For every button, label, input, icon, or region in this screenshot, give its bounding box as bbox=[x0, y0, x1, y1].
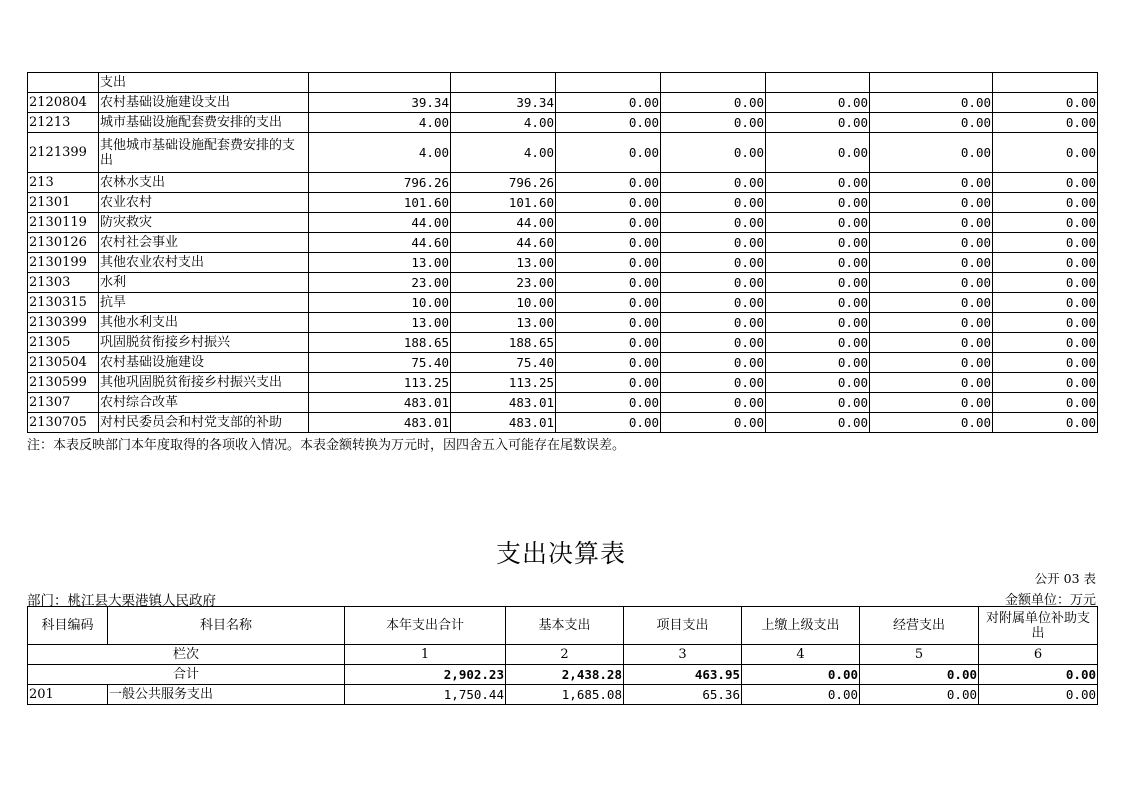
header-cell: 基本支出 bbox=[506, 607, 624, 645]
subject-name: 对村民委员会和村党支部的补助 bbox=[99, 413, 309, 433]
amount-cell: 0.00 bbox=[993, 273, 1098, 293]
amount-cell: 13.00 bbox=[309, 313, 451, 333]
amount-cell: 0.00 bbox=[766, 353, 870, 373]
amount-cell: 0.00 bbox=[556, 193, 661, 213]
subject-code: 2130126 bbox=[28, 233, 99, 253]
amount-cell: 0.00 bbox=[661, 273, 766, 293]
amount-cell: 0.00 bbox=[870, 253, 993, 273]
subject-code: 21213 bbox=[28, 113, 99, 133]
total-value: 2,438.28 bbox=[506, 665, 624, 685]
amount-cell: 188.65 bbox=[451, 333, 556, 353]
amount-cell: 0.00 bbox=[661, 133, 766, 173]
amount-cell: 0.00 bbox=[870, 93, 993, 113]
amount-cell: 483.01 bbox=[451, 413, 556, 433]
amount-cell: 0.00 bbox=[993, 253, 1098, 273]
amount-cell: 75.40 bbox=[451, 353, 556, 373]
total-label: 合计 bbox=[28, 665, 345, 685]
subject-code: 21303 bbox=[28, 273, 99, 293]
column-number: 1 bbox=[345, 645, 506, 665]
subject-name: 其他城市基础设施配套费安排的支出 bbox=[99, 133, 309, 173]
subject-code bbox=[28, 73, 99, 93]
amount-cell bbox=[309, 73, 451, 93]
amount-cell: 0.00 bbox=[556, 293, 661, 313]
amount-cell: 75.40 bbox=[309, 353, 451, 373]
amount-cell: 4.00 bbox=[309, 133, 451, 173]
total-value: 2,902.23 bbox=[345, 665, 506, 685]
page-title: 支出决算表 bbox=[495, 539, 626, 568]
amount-cell: 0.00 bbox=[870, 353, 993, 373]
table-row bbox=[28, 113, 1098, 133]
header-cell: 项目支出 bbox=[624, 607, 742, 645]
amount-cell: 0.00 bbox=[556, 413, 661, 433]
subject-name: 其他农业农村支出 bbox=[99, 253, 309, 273]
amount-cell: 0.00 bbox=[993, 293, 1098, 313]
header-cell: 上缴上级支出 bbox=[742, 607, 860, 645]
header-cell: 对附属单位补助支出 bbox=[979, 607, 1098, 645]
amount-cell: 0.00 bbox=[993, 353, 1098, 373]
amount-cell: 0.00 bbox=[870, 373, 993, 393]
subject-name: 支出 bbox=[99, 73, 309, 93]
amount-cell: 0.00 bbox=[993, 133, 1098, 173]
table-row bbox=[28, 133, 1098, 173]
amount-cell: 0.00 bbox=[556, 113, 661, 133]
subject-code: 21305 bbox=[28, 333, 99, 353]
amount-cell: 0.00 bbox=[556, 333, 661, 353]
total-row bbox=[28, 665, 1098, 685]
amount-cell: 0.00 bbox=[661, 393, 766, 413]
subject-code: 2121399 bbox=[28, 133, 99, 173]
amount-cell: 44.00 bbox=[309, 213, 451, 233]
amount-cell: 483.01 bbox=[451, 393, 556, 413]
amount-cell: 0.00 bbox=[556, 253, 661, 273]
amount-cell: 0.00 bbox=[766, 393, 870, 413]
header-cell: 本年支出合计 bbox=[345, 607, 506, 645]
amount-cell: 0.00 bbox=[870, 173, 993, 193]
table-row bbox=[28, 313, 1098, 333]
amount-cell: 0.00 bbox=[661, 113, 766, 133]
amount-cell: 0.00 bbox=[661, 313, 766, 333]
amount-cell: 39.34 bbox=[309, 93, 451, 113]
amount-cell: 4.00 bbox=[451, 133, 556, 173]
amount-cell: 0.00 bbox=[993, 313, 1098, 333]
amount-cell: 0.00 bbox=[993, 93, 1098, 113]
amount-cell: 0.00 bbox=[766, 293, 870, 313]
table-row bbox=[28, 253, 1098, 273]
subject-code: 2130599 bbox=[28, 373, 99, 393]
amount-cell: 0.00 bbox=[993, 413, 1098, 433]
table-row bbox=[28, 233, 1098, 253]
total-value: 0.00 bbox=[979, 665, 1098, 685]
amount-cell: 0.00 bbox=[661, 93, 766, 113]
subject-name: 其他巩固脱贫衔接乡村振兴支出 bbox=[99, 373, 309, 393]
column-row-label: 栏次 bbox=[28, 645, 345, 665]
amount-cell: 0.00 bbox=[993, 373, 1098, 393]
amount-cell: 483.01 bbox=[309, 393, 451, 413]
amount-cell: 0.00 bbox=[661, 373, 766, 393]
amount-cell: 0.00 bbox=[661, 293, 766, 313]
amount-cell: 0.00 bbox=[993, 213, 1098, 233]
table-row bbox=[28, 333, 1098, 353]
subject-name: 农林水支出 bbox=[99, 173, 309, 193]
amount-cell: 0.00 bbox=[870, 413, 993, 433]
amount-cell: 0.00 bbox=[556, 393, 661, 413]
amount-cell: 0.00 bbox=[661, 213, 766, 233]
column-number: 6 bbox=[979, 645, 1098, 665]
amount-cell: 0.00 bbox=[556, 373, 661, 393]
amount-cell: 44.00 bbox=[451, 213, 556, 233]
amount-cell: 0.00 bbox=[993, 333, 1098, 353]
amount-cell: 65.36 bbox=[624, 685, 742, 705]
amount-cell: 796.26 bbox=[309, 173, 451, 193]
subject-name: 农村社会事业 bbox=[99, 233, 309, 253]
table-row bbox=[28, 685, 1098, 705]
amount-cell: 4.00 bbox=[451, 113, 556, 133]
amount-cell: 0.00 bbox=[979, 685, 1098, 705]
amount-cell: 1,685.08 bbox=[506, 685, 624, 705]
table-note: 注：本表反映部门本年度取得的各项收入情况。本表金额转换为万元时，因四舍五入可能存在尾数误差。 bbox=[27, 438, 626, 453]
subject-name: 其他水利支出 bbox=[99, 313, 309, 333]
amount-cell: 483.01 bbox=[309, 413, 451, 433]
total-value: 0.00 bbox=[742, 665, 860, 685]
table-row bbox=[28, 193, 1098, 213]
amount-cell: 0.00 bbox=[766, 133, 870, 173]
total-value: 0.00 bbox=[860, 665, 979, 685]
amount-cell: 23.00 bbox=[309, 273, 451, 293]
table-row bbox=[28, 393, 1098, 413]
amount-cell: 10.00 bbox=[309, 293, 451, 313]
amount-cell: 0.00 bbox=[993, 393, 1098, 413]
subject-name: 抗旱 bbox=[99, 293, 309, 313]
amount-cell: 0.00 bbox=[766, 213, 870, 233]
amount-cell: 0.00 bbox=[556, 313, 661, 333]
amount-cell: 0.00 bbox=[661, 413, 766, 433]
amount-cell: 0.00 bbox=[993, 173, 1098, 193]
header-cell: 科目名称 bbox=[108, 607, 345, 645]
subject-code: 2130119 bbox=[28, 213, 99, 233]
amount-cell: 0.00 bbox=[556, 93, 661, 113]
amount-cell: 0.00 bbox=[993, 113, 1098, 133]
amount-cell: 0.00 bbox=[870, 313, 993, 333]
amount-cell: 0.00 bbox=[766, 313, 870, 333]
amount-cell: 0.00 bbox=[993, 233, 1098, 253]
amount-cell: 0.00 bbox=[870, 193, 993, 213]
header-row bbox=[28, 607, 1098, 645]
amount-cell: 0.00 bbox=[870, 333, 993, 353]
amount-cell: 0.00 bbox=[860, 685, 979, 705]
subject-code: 2130315 bbox=[28, 293, 99, 313]
department-label: 部门：桃江县大栗港镇人民政府 bbox=[27, 593, 216, 609]
amount-cell: 0.00 bbox=[742, 685, 860, 705]
amount-cell: 0.00 bbox=[556, 233, 661, 253]
amount-cell: 44.60 bbox=[309, 233, 451, 253]
amount-cell: 0.00 bbox=[661, 253, 766, 273]
column-number: 5 bbox=[860, 645, 979, 665]
amount-cell: 0.00 bbox=[766, 173, 870, 193]
amount-cell: 0.00 bbox=[556, 273, 661, 293]
amount-cell: 0.00 bbox=[766, 273, 870, 293]
subject-code: 21307 bbox=[28, 393, 99, 413]
amount-cell: 0.00 bbox=[556, 133, 661, 173]
amount-cell bbox=[766, 73, 870, 93]
amount-cell: 44.60 bbox=[451, 233, 556, 253]
amount-cell: 0.00 bbox=[661, 173, 766, 193]
amount-cell: 0.00 bbox=[556, 353, 661, 373]
income-table-continued bbox=[27, 72, 1098, 433]
amount-cell: 188.65 bbox=[309, 333, 451, 353]
amount-cell: 113.25 bbox=[451, 373, 556, 393]
header-cell: 经营支出 bbox=[860, 607, 979, 645]
amount-cell: 0.00 bbox=[766, 253, 870, 273]
amount-cell: 0.00 bbox=[556, 213, 661, 233]
expenditure-table bbox=[27, 606, 1098, 705]
subject-name: 水利 bbox=[99, 273, 309, 293]
subject-code: 2120804 bbox=[28, 93, 99, 113]
table-row bbox=[28, 293, 1098, 313]
amount-cell bbox=[661, 73, 766, 93]
form-number: 公开 03 表 bbox=[1034, 571, 1096, 586]
table-row bbox=[28, 413, 1098, 433]
subject-name: 一般公共服务支出 bbox=[108, 685, 345, 705]
table-row bbox=[28, 93, 1098, 113]
amount-unit-label: 金额单位：万元 bbox=[1004, 593, 1096, 608]
amount-cell: 0.00 bbox=[661, 353, 766, 373]
amount-cell: 0.00 bbox=[766, 113, 870, 133]
amount-cell bbox=[451, 73, 556, 93]
amount-cell: 0.00 bbox=[870, 233, 993, 253]
column-number: 3 bbox=[624, 645, 742, 665]
subject-name: 农村综合改革 bbox=[99, 393, 309, 413]
amount-cell: 0.00 bbox=[870, 213, 993, 233]
amount-cell bbox=[993, 73, 1098, 93]
amount-cell: 101.60 bbox=[309, 193, 451, 213]
amount-cell: 0.00 bbox=[766, 193, 870, 213]
subject-name: 农村基础设施建设支出 bbox=[99, 93, 309, 113]
amount-cell bbox=[556, 73, 661, 93]
amount-cell: 0.00 bbox=[661, 233, 766, 253]
column-number-row bbox=[28, 645, 1098, 665]
subject-code: 2130399 bbox=[28, 313, 99, 333]
amount-cell: 0.00 bbox=[870, 133, 993, 173]
amount-cell: 23.00 bbox=[451, 273, 556, 293]
subject-code: 2130199 bbox=[28, 253, 99, 273]
amount-cell: 113.25 bbox=[309, 373, 451, 393]
column-number: 2 bbox=[506, 645, 624, 665]
subject-code: 2130705 bbox=[28, 413, 99, 433]
header-cell: 科目编码 bbox=[28, 607, 108, 645]
amount-cell: 0.00 bbox=[766, 233, 870, 253]
subject-code: 201 bbox=[28, 685, 108, 705]
table-row bbox=[28, 173, 1098, 193]
amount-cell: 101.60 bbox=[451, 193, 556, 213]
amount-cell: 0.00 bbox=[661, 333, 766, 353]
subject-name: 城市基础设施配套费安排的支出 bbox=[99, 113, 309, 133]
amount-cell: 13.00 bbox=[451, 253, 556, 273]
subject-code: 213 bbox=[28, 173, 99, 193]
amount-cell: 0.00 bbox=[766, 373, 870, 393]
subject-code: 2130504 bbox=[28, 353, 99, 373]
subject-name: 农村基础设施建设 bbox=[99, 353, 309, 373]
total-value: 463.95 bbox=[624, 665, 742, 685]
amount-cell: 0.00 bbox=[556, 173, 661, 193]
amount-cell: 0.00 bbox=[766, 413, 870, 433]
amount-cell: 13.00 bbox=[451, 313, 556, 333]
amount-cell: 0.00 bbox=[870, 113, 993, 133]
subject-name: 农业农村 bbox=[99, 193, 309, 213]
table-row bbox=[28, 373, 1098, 393]
subject-code: 21301 bbox=[28, 193, 99, 213]
table-row bbox=[28, 73, 1098, 93]
table-row bbox=[28, 353, 1098, 373]
amount-cell: 4.00 bbox=[309, 113, 451, 133]
amount-cell: 0.00 bbox=[766, 93, 870, 113]
amount-cell: 10.00 bbox=[451, 293, 556, 313]
amount-cell: 0.00 bbox=[870, 293, 993, 313]
table-row bbox=[28, 213, 1098, 233]
table-row bbox=[28, 273, 1098, 293]
column-number: 4 bbox=[742, 645, 860, 665]
amount-cell: 0.00 bbox=[870, 393, 993, 413]
amount-cell: 0.00 bbox=[870, 273, 993, 293]
subject-name: 巩固脱贫衔接乡村振兴 bbox=[99, 333, 309, 353]
amount-cell: 13.00 bbox=[309, 253, 451, 273]
amount-cell: 0.00 bbox=[661, 193, 766, 213]
amount-cell: 39.34 bbox=[451, 93, 556, 113]
amount-cell: 1,750.44 bbox=[345, 685, 506, 705]
subject-name: 防灾救灾 bbox=[99, 213, 309, 233]
amount-cell bbox=[870, 73, 993, 93]
amount-cell: 796.26 bbox=[451, 173, 556, 193]
amount-cell: 0.00 bbox=[993, 193, 1098, 213]
amount-cell: 0.00 bbox=[766, 333, 870, 353]
